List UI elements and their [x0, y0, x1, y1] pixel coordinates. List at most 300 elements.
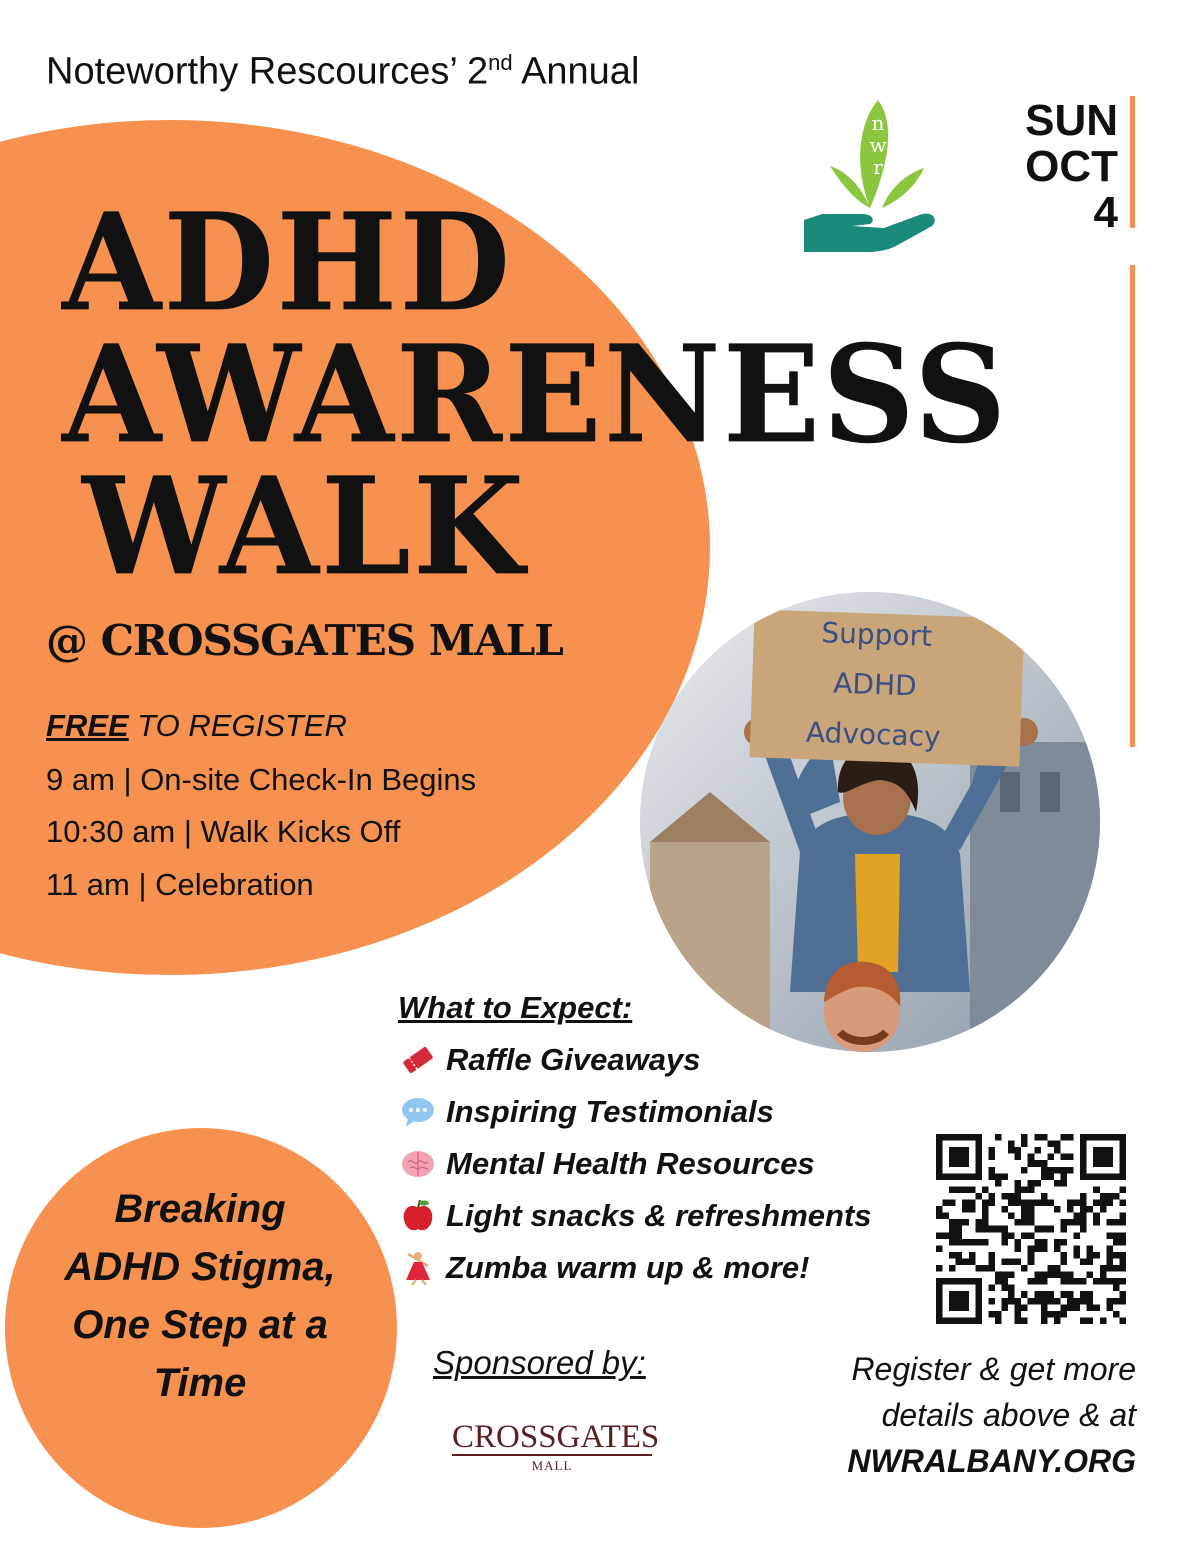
qr-module [1034, 1245, 1041, 1252]
register-line-1: Register & get more [851, 1351, 1136, 1387]
qr-module [1119, 1219, 1126, 1226]
qr-module [988, 1311, 995, 1318]
qr-module [1060, 1154, 1067, 1161]
qr-module [1041, 1167, 1048, 1174]
qr-module [949, 1232, 956, 1239]
qr-module [1028, 1206, 1035, 1213]
qr-module [982, 1239, 989, 1246]
qr-module [1087, 1304, 1094, 1311]
title-line-1: ADHD [62, 184, 513, 342]
qr-module [1021, 1141, 1028, 1148]
qr-module [1060, 1278, 1067, 1285]
qr-module [1067, 1304, 1074, 1311]
qr-module [1015, 1193, 1022, 1200]
qr-module [988, 1200, 995, 1207]
qr-module [949, 1219, 956, 1226]
schedule-item: 10:30 am | Walk Kicks Off [46, 814, 401, 849]
qr-module [988, 1285, 995, 1292]
date-month: OCT [1025, 142, 1118, 191]
qr-module [988, 1298, 995, 1305]
qr-module [1100, 1206, 1107, 1213]
qr-module [995, 1180, 1002, 1187]
qr-module [1034, 1200, 1041, 1207]
qr-module [1041, 1291, 1048, 1298]
logo-letter-r: r [873, 155, 883, 179]
qr-module [936, 1232, 943, 1239]
qr-module [1047, 1226, 1054, 1233]
qr-module [1113, 1278, 1120, 1285]
qr-module [956, 1186, 963, 1193]
qr-module [1100, 1193, 1107, 1200]
qr-module [1034, 1291, 1041, 1298]
qr-module [1047, 1200, 1054, 1207]
qr-module [956, 1258, 963, 1265]
qr-module [969, 1200, 976, 1207]
qr-module [1093, 1147, 1113, 1167]
qr-module [969, 1239, 976, 1246]
accent-divider-top [1130, 96, 1135, 228]
qr-module [1080, 1200, 1087, 1207]
qr-module [1093, 1304, 1100, 1311]
free-registration [46, 708, 347, 744]
qr-module [1113, 1311, 1120, 1318]
qr-module [943, 1213, 950, 1220]
qr-module [1119, 1252, 1126, 1259]
qr-module [1021, 1304, 1028, 1311]
qr-module [1047, 1167, 1054, 1174]
qr-module [943, 1200, 950, 1207]
qr-module [988, 1193, 995, 1200]
qr-module [1074, 1278, 1081, 1285]
qr-module [1106, 1232, 1113, 1239]
qr-module [1028, 1232, 1035, 1239]
qr-module [1008, 1258, 1015, 1265]
qr-module [1119, 1213, 1126, 1220]
qr-module [956, 1219, 963, 1226]
qr-module [936, 1265, 943, 1272]
qr-module [1002, 1285, 1009, 1292]
brain-icon [400, 1146, 436, 1182]
qr-module [1008, 1141, 1015, 1148]
qr-module [1106, 1298, 1113, 1305]
qr-module [1113, 1232, 1120, 1239]
qr-module [1028, 1180, 1035, 1187]
qr-module [1119, 1265, 1126, 1272]
qr-module [1087, 1245, 1094, 1252]
qr-module [949, 1186, 956, 1193]
qr-module [1021, 1213, 1028, 1220]
qr-module [1080, 1219, 1087, 1226]
crossgates-mall-logo [452, 1419, 660, 1474]
qr-module [1047, 1272, 1054, 1279]
qr-module [1067, 1219, 1074, 1226]
qr-module [1028, 1186, 1035, 1193]
qr-module [1080, 1278, 1087, 1285]
qr-module [1100, 1278, 1107, 1285]
qr-module [1119, 1232, 1126, 1239]
qr-module [1060, 1239, 1067, 1246]
expect-item [400, 1250, 809, 1286]
date-day: SUN [1025, 96, 1118, 145]
qr-module [1119, 1291, 1126, 1298]
qr-module [1041, 1134, 1048, 1141]
qr-module [1067, 1206, 1074, 1213]
qr-module [995, 1311, 1002, 1318]
qr-module [1067, 1200, 1074, 1207]
qr-module [1028, 1154, 1035, 1161]
qr-module [1106, 1258, 1113, 1265]
qr-module [1087, 1291, 1094, 1298]
free-rest: TO REGISTER [128, 708, 347, 743]
expect-item [400, 1146, 815, 1182]
qr-module [1080, 1193, 1087, 1200]
qr-module [1008, 1200, 1015, 1207]
qr-module [1047, 1141, 1054, 1148]
qr-module [1119, 1317, 1126, 1324]
qr-module [1002, 1304, 1009, 1311]
qr-module [1002, 1239, 1009, 1246]
qr-module [1021, 1317, 1028, 1324]
qr-module [1087, 1298, 1094, 1305]
qr-module [1080, 1298, 1087, 1305]
qr-module [1119, 1200, 1126, 1207]
qr-module [956, 1252, 963, 1259]
qr-module [962, 1200, 969, 1207]
qr-module [1002, 1258, 1009, 1265]
qr-module [1041, 1226, 1048, 1233]
qr-module [1028, 1160, 1035, 1167]
qr-code-graphic [936, 1134, 1126, 1324]
qr-module [936, 1206, 943, 1213]
qr-module [1074, 1219, 1081, 1226]
qr-module [1060, 1272, 1067, 1279]
qr-module [956, 1239, 963, 1246]
qr-module [1021, 1167, 1028, 1174]
qr-module [1074, 1298, 1081, 1305]
expect-item [400, 1042, 700, 1078]
qr-module [1060, 1311, 1067, 1318]
qr-module [1074, 1304, 1081, 1311]
qr-module [1041, 1239, 1048, 1246]
expect-item-label: Raffle Giveaways [446, 1042, 701, 1077]
qr-module [1067, 1291, 1074, 1298]
qr-module [1100, 1317, 1107, 1324]
qr-module [949, 1147, 969, 1167]
qr-module [1008, 1285, 1015, 1292]
qr-module [1021, 1232, 1028, 1239]
qr-module [1015, 1180, 1022, 1187]
qr-module [1074, 1252, 1081, 1259]
qr-module [1034, 1239, 1041, 1246]
qr-module [1074, 1232, 1081, 1239]
qr-module [1060, 1134, 1067, 1141]
qr-module [1119, 1239, 1126, 1246]
qr-module [1087, 1272, 1094, 1279]
sponsored-by-heading: Sponsored by: [433, 1344, 646, 1381]
qr-module [1021, 1186, 1028, 1193]
qr-module [1002, 1278, 1009, 1285]
qr-module [995, 1173, 1002, 1180]
ticket-icon [400, 1042, 436, 1078]
logo-letter-w: w [869, 133, 887, 157]
qr-module [1008, 1291, 1015, 1298]
qr-module [1106, 1200, 1113, 1207]
qr-module [1054, 1298, 1061, 1305]
qr-module [988, 1265, 995, 1272]
qr-module [969, 1206, 976, 1213]
qr-module [1041, 1304, 1048, 1311]
qr-module [1054, 1265, 1061, 1272]
accent-divider-long [1130, 265, 1135, 747]
logo-letter-n: n [871, 111, 885, 135]
annual-text: Annual [521, 50, 640, 93]
qr-module [1002, 1206, 1009, 1213]
qr-module [1041, 1311, 1048, 1318]
qr-module [1015, 1200, 1022, 1207]
qr-module [1002, 1298, 1009, 1305]
qr-module [1067, 1272, 1074, 1279]
qr-module [1093, 1278, 1100, 1285]
qr-module [1015, 1219, 1022, 1226]
qr-module [1015, 1298, 1022, 1305]
qr-module [1028, 1245, 1035, 1252]
register-info [810, 1346, 1136, 1484]
qr-module [1119, 1186, 1126, 1193]
qr-module [1060, 1173, 1067, 1180]
sign-line: ADHD [832, 666, 918, 703]
qr-module [975, 1265, 982, 1272]
free-label: FREE [46, 708, 129, 743]
qr-module [1002, 1272, 1009, 1279]
qr-module [975, 1219, 982, 1226]
qr-module [982, 1265, 989, 1272]
qr-module [1021, 1291, 1028, 1298]
qr-module [1034, 1180, 1041, 1187]
qr-module [1119, 1258, 1126, 1265]
qr-module [1028, 1200, 1035, 1207]
nwr-logo-graphic [800, 96, 940, 266]
qr-module [1080, 1213, 1087, 1220]
qr-module [1054, 1206, 1061, 1213]
expect-heading: What to Expect: [398, 990, 633, 1025]
qr-module [1041, 1193, 1048, 1200]
qr-module [1015, 1304, 1022, 1311]
qr-module [1002, 1173, 1009, 1180]
qr-module [1100, 1200, 1107, 1207]
qr-module [1002, 1226, 1009, 1233]
qr-module [1034, 1298, 1041, 1305]
qr-module [1047, 1154, 1054, 1161]
qr-module [1054, 1245, 1061, 1252]
schedule-item: 11 am | Celebration [46, 867, 314, 902]
qr-module [975, 1193, 982, 1200]
qr-module [1074, 1200, 1081, 1207]
qr-module [1015, 1311, 1022, 1318]
qr-module [1067, 1134, 1074, 1141]
apple-icon [400, 1198, 436, 1234]
qr-module [982, 1213, 989, 1220]
qr-module [988, 1226, 995, 1233]
qr-module [1041, 1317, 1048, 1324]
registration-qr-code[interactable] [936, 1134, 1126, 1324]
qr-module [982, 1226, 989, 1233]
qr-module [936, 1245, 943, 1252]
expect-item-label: Light snacks & refreshments [446, 1198, 872, 1233]
title-line-2: AWARENESS [62, 316, 1009, 474]
qr-module [1034, 1147, 1041, 1154]
qr-module [1080, 1258, 1087, 1265]
expect-item-label: Zumba warm up & more! [446, 1250, 810, 1285]
qr-module [988, 1167, 995, 1174]
qr-module [1106, 1245, 1113, 1252]
qr-module [1034, 1226, 1041, 1233]
qr-module [1074, 1213, 1081, 1220]
qr-module [1106, 1193, 1113, 1200]
crossgates-logo-name: CROSSGATES [452, 1419, 660, 1455]
qr-module [1034, 1278, 1041, 1285]
sign-line: Support [820, 616, 933, 653]
register-line-2: details above & at [881, 1397, 1136, 1433]
qr-module [1113, 1298, 1120, 1305]
qr-module [1021, 1200, 1028, 1207]
qr-module [1074, 1245, 1081, 1252]
qr-module [1054, 1317, 1061, 1324]
qr-module [1015, 1239, 1022, 1246]
expect-item-label: Mental Health Resources [446, 1146, 815, 1181]
qr-module [988, 1252, 995, 1259]
qr-module [975, 1226, 982, 1233]
qr-module [1034, 1272, 1041, 1279]
qr-module [1047, 1291, 1054, 1298]
qr-module [949, 1226, 956, 1233]
qr-module [1028, 1252, 1035, 1259]
qr-module [1100, 1265, 1107, 1272]
qr-module [962, 1258, 969, 1265]
qr-module [949, 1291, 969, 1311]
qr-module [956, 1232, 963, 1239]
qr-module [1067, 1154, 1074, 1161]
qr-module [1028, 1258, 1035, 1265]
qr-module [1054, 1167, 1061, 1174]
speech-bubble-icon [400, 1094, 436, 1130]
qr-module [1015, 1186, 1022, 1193]
qr-module [1021, 1134, 1028, 1141]
qr-module [1060, 1291, 1067, 1298]
qr-module [1060, 1252, 1067, 1259]
qr-module [936, 1213, 943, 1220]
qr-module [1060, 1304, 1067, 1311]
qr-module [1060, 1219, 1067, 1226]
qr-module [1093, 1186, 1100, 1193]
qr-module [1113, 1239, 1120, 1246]
qr-module [1080, 1226, 1087, 1233]
qr-module [1087, 1317, 1094, 1324]
qr-module [1015, 1154, 1022, 1161]
qr-module [988, 1154, 995, 1161]
qr-module [1034, 1134, 1041, 1141]
qr-module [1002, 1193, 1009, 1200]
qr-module [1106, 1278, 1113, 1285]
qr-module [1028, 1298, 1035, 1305]
qr-module [1008, 1213, 1015, 1220]
qr-module [1113, 1252, 1120, 1259]
qr-module [988, 1258, 995, 1265]
qr-module [1054, 1180, 1061, 1187]
qr-module [949, 1252, 956, 1259]
qr-module [1002, 1232, 1009, 1239]
qr-module [1041, 1272, 1048, 1279]
qr-module [1021, 1219, 1028, 1226]
qr-module [969, 1186, 976, 1193]
qr-module [1047, 1265, 1054, 1272]
qr-module [988, 1147, 995, 1154]
sign-line: Advocacy [805, 715, 942, 754]
qr-module [1113, 1219, 1120, 1226]
qr-module [1028, 1213, 1035, 1220]
qr-module [1093, 1200, 1100, 1207]
qr-module [995, 1272, 1002, 1279]
qr-module [1008, 1193, 1015, 1200]
date-number: 4 [1093, 188, 1118, 237]
qr-module [982, 1219, 989, 1226]
qr-module [1054, 1311, 1061, 1318]
qr-module [949, 1239, 956, 1246]
qr-module [1080, 1206, 1087, 1213]
qr-module [1113, 1265, 1120, 1272]
qr-module [969, 1258, 976, 1265]
qr-module [1008, 1147, 1015, 1154]
schedule-item: 9 am | On-site Check-In Begins [46, 762, 477, 797]
qr-module [962, 1206, 969, 1213]
qr-module [1041, 1200, 1048, 1207]
qr-module [1015, 1245, 1022, 1252]
qr-module [1060, 1180, 1067, 1187]
expect-item-label: Inspiring Testimonials [446, 1094, 774, 1129]
qr-module [1060, 1226, 1067, 1233]
qr-module [1113, 1193, 1120, 1200]
qr-module [1093, 1213, 1100, 1220]
qr-module [962, 1186, 969, 1193]
qr-module [995, 1317, 1002, 1324]
qr-module [1021, 1206, 1028, 1213]
qr-module [1060, 1167, 1067, 1174]
qr-module [1028, 1219, 1035, 1226]
qr-module [982, 1200, 989, 1207]
qr-module [1067, 1167, 1074, 1174]
qr-module [949, 1265, 956, 1272]
qr-module [1054, 1239, 1061, 1246]
qr-module [943, 1232, 950, 1239]
qr-module [1041, 1245, 1048, 1252]
expect-item [400, 1198, 872, 1234]
title-line-3: WALK [82, 448, 527, 606]
expect-item [400, 1094, 774, 1130]
qr-module [1087, 1252, 1094, 1259]
qr-module [1106, 1304, 1113, 1311]
qr-module [1119, 1298, 1126, 1305]
qr-module [1093, 1219, 1100, 1226]
qr-module [1034, 1160, 1041, 1167]
register-url-link[interactable]: NWRALBANY.ORG [847, 1443, 1136, 1479]
qr-module [962, 1239, 969, 1246]
nwr-logo [800, 96, 940, 266]
qr-module [1047, 1298, 1054, 1305]
qr-module [1041, 1173, 1048, 1180]
event-date [1000, 98, 1118, 236]
qr-module [1087, 1206, 1094, 1213]
qr-module [988, 1173, 995, 1180]
qr-module [1106, 1252, 1113, 1259]
